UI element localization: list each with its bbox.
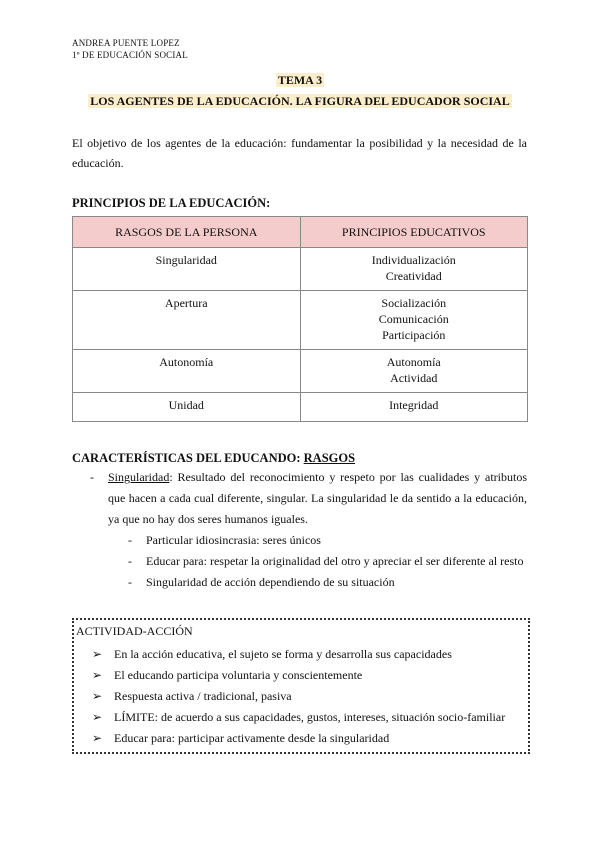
arrow-bullet-icon: ➢: [92, 689, 103, 703]
list-item: [92, 707, 505, 728]
table-row: [73, 291, 528, 350]
actividad-label: ACTIVIDAD-ACCIÓN: [76, 624, 193, 638]
table-row: [73, 393, 528, 422]
singularidad-paragraph: [108, 467, 527, 530]
document-title: [0, 73, 600, 88]
title-text: TEMA 3: [277, 73, 323, 87]
list-item: [92, 665, 505, 686]
rasgo-cell: Apertura: [73, 291, 301, 350]
term: Singularidad: [108, 470, 170, 484]
principios-cell: [300, 248, 528, 291]
subitem-text: Singularidad de acción dependiendo de su situación: [146, 575, 395, 589]
caracteristicas-heading: [72, 451, 355, 466]
principios-cell: [300, 291, 528, 350]
principio: Comunicación: [378, 312, 449, 326]
author-name: ANDREA PUENTE LOPEZ: [72, 38, 180, 48]
list-item: [92, 644, 505, 665]
principio: Socialización: [381, 296, 447, 310]
table-row: [73, 350, 528, 393]
principio: Autonomía: [386, 355, 441, 369]
subitem: - Singularidad de acción dependiendo de su situación: [128, 575, 395, 589]
item-text: En la acción educativa, el sujeto se forma y desarrolla sus capacidades: [114, 647, 452, 661]
subitem: - Educar para: respetar la originalidad del otro y apreciar el ser diferente al resto: [128, 554, 524, 568]
item-text: Educar para: participar activamente desde la singularidad: [114, 731, 390, 745]
definition: : Resultado del reconocimiento y respeto por las cualidades y atributos que hacen a cada cual diferente, singular. La singularidad le da sentido a la educación, ya que no hay dos seres humanos iguales.: [108, 470, 527, 526]
principio: Participación: [382, 328, 446, 342]
principios-cell: [300, 393, 528, 422]
principio: Actividad: [390, 371, 438, 385]
principio: Integridad: [389, 398, 439, 412]
arrow-bullet-icon: ➢: [92, 731, 103, 745]
principios-table: [72, 216, 528, 422]
subtitle-text: LOS AGENTES DE LA EDUCACIÓN. LA FIGURA DEL EDUCADOR SOCIAL: [90, 94, 510, 108]
principios-cell: [300, 350, 528, 393]
subitem-text: Educar para: respetar la originalidad del otro y apreciar el ser diferente al resto: [146, 554, 524, 568]
principio: Individualización: [371, 253, 456, 267]
intro-paragraph: El objetivo de los agentes de la educación: fundamentar la posibilidad y la necesidad de la educación.: [72, 136, 527, 170]
item-text: El educando participa voluntaria y conscientemente: [114, 668, 363, 682]
principio: Creatividad: [385, 269, 442, 283]
rasgo-cell: Singularidad: [73, 248, 301, 291]
heading-underlined: RASGOS: [303, 451, 356, 465]
rasgo-cell: Unidad: [73, 393, 301, 422]
arrow-bullet-icon: ➢: [92, 647, 103, 661]
actividad-box: [72, 618, 530, 754]
principios-heading: PRINCIPIOS DE LA EDUCACIÓN:: [72, 196, 271, 210]
list-item: [92, 728, 505, 749]
column-header: RASGOS DE LA PERSONA: [73, 217, 301, 248]
item-text: Respuesta activa / tradicional, pasiva: [114, 689, 292, 703]
subitem: - Particular idiosincrasia: seres únicos: [128, 533, 321, 547]
dash-bullet: -: [90, 470, 94, 484]
arrow-bullet-icon: ➢: [92, 668, 103, 682]
table-header-row: [73, 217, 528, 248]
item-text: LÍMITE: de acuerdo a sus capacidades, gustos, intereses, situación socio-familiar: [114, 710, 506, 724]
list-item: [92, 686, 505, 707]
column-header: PRINCIPIOS EDUCATIVOS: [300, 217, 528, 248]
rasgo-cell: Autonomía: [73, 350, 301, 393]
course-name: 1º DE EDUCACIÓN SOCIAL: [72, 50, 188, 60]
heading-text: CARACTERÍSTICAS DEL EDUCANDO:: [72, 451, 301, 465]
subitem-text: Particular idiosincrasia: seres únicos: [146, 533, 321, 547]
document-subtitle: [0, 94, 600, 109]
subitem-list: [128, 530, 523, 593]
arrow-bullet-icon: ➢: [92, 710, 103, 724]
actividad-list: [92, 644, 505, 749]
table-row: [73, 248, 528, 291]
